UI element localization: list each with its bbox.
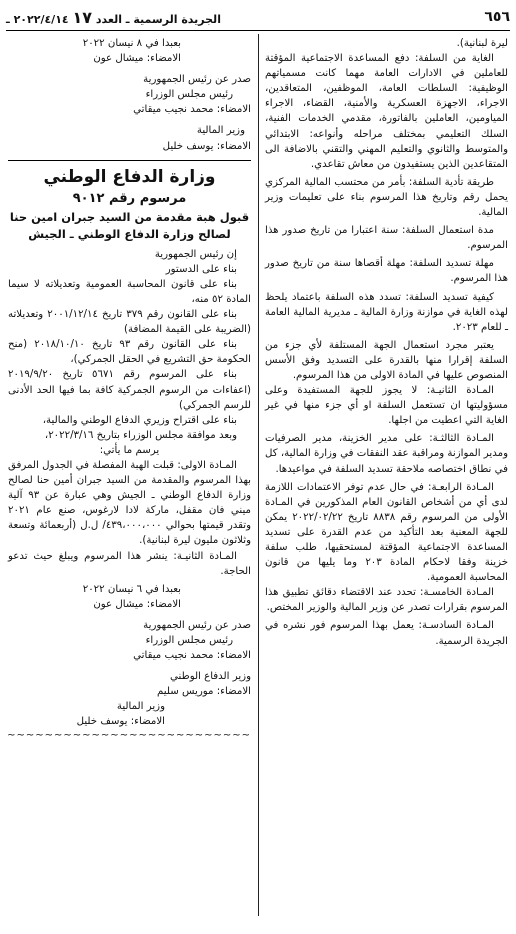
article-2: المـادة الثانيـة: لا يجوز للجهة المستفيدة وعلى مسؤوليتها ان تستعمل السلفة او أي جزء منها في غير الغاية التي اعطيت من اجلها. bbox=[265, 385, 508, 427]
article-2: المـادة الثانيـة: ينشر هذا المرسوم ويبلغ حيث تدعو الحاجة. bbox=[8, 550, 251, 577]
paragraph: مدة استعمال السلفة: سنة اعتبارا من تاريخ صدور هذا المرسوم. bbox=[265, 225, 508, 252]
end-ornament: ~~~~~~~~~~~~~~~~~~~~~~~~~~ bbox=[7, 729, 251, 741]
president-signature: الامضاء: ميشال عون bbox=[93, 598, 181, 610]
fm-signature: الامضاء: يوسف خليل bbox=[162, 140, 251, 152]
pm-signature: الامضاء: محمد نجيب ميقاتي bbox=[133, 650, 251, 662]
gazette-name: الجريدة الرسمية ـ العدد bbox=[95, 12, 221, 26]
column-divider bbox=[258, 34, 259, 916]
article-3: المـادة الثالثـة: على مدير الخزينة، مدير الصرفيات ومدير الموازنة ومراقبة عقد النفقات في وزارة المالية، كل في نطاق اختصاصه ملاحقة تسديد السلفة في مواعيدها. bbox=[265, 433, 508, 475]
president-signature: الامضاء: ميشال عون bbox=[93, 53, 181, 65]
preamble-line: بناء على اقتراح وزيري الدفاع الوطني والمالية، bbox=[42, 414, 237, 426]
left-column bbox=[8, 36, 251, 742]
decree-number: مرسوم رقم ٩٠١٢ bbox=[72, 190, 187, 206]
finance-minister-block bbox=[8, 699, 251, 729]
paragraph: مهلة تسديد السلفة: مهلة أقصاها سنة من تاريخ صدور هذا المرسوم. bbox=[265, 258, 508, 285]
preamble-line: إن رئيس الجمهورية bbox=[154, 248, 237, 260]
paragraph: كيفية تسديد السلفة: تسدد هذه السلفة باعتماد يلحظ لهذه الغاية في موازنة وزارة المالية ـ مديرية المالية العامة ـ للعام ٢٠٢٣. bbox=[265, 291, 508, 333]
ministry-heading: وزارة الدفاع الوطني bbox=[43, 166, 216, 187]
enacting-clause: يرسم ما يأتي: bbox=[99, 444, 160, 456]
issued-by: صدر عن رئيس الجمهورية bbox=[143, 619, 251, 631]
paragraph: طريقة تأدية السلفة: بأمر من محتسب المالية المركزي يحمل رقم وتاريخ هذا المرسوم بناء على تعليمات وزير المالية. bbox=[265, 176, 508, 219]
page-header bbox=[6, 4, 510, 31]
preamble-line: وبعد موافقة مجلس الوزراء بتاريخ ٢٠٢٢/٣/١٦، bbox=[44, 429, 237, 441]
section-rule bbox=[8, 160, 251, 161]
right-column bbox=[265, 36, 508, 649]
paragraph: يعتبر مجرد استعمال الجهة المستلفة لأي جزء من السلفة إقرارا منها بالقدرة على التسديد وفق الأسس المنصوص عليها في المادة الاولى من هذا المرسوم. bbox=[265, 339, 508, 381]
running-head bbox=[6, 8, 221, 27]
dm-title: وزير الدفاع الوطني bbox=[170, 671, 251, 683]
preamble-line: بناء على الدستور bbox=[165, 263, 237, 275]
paragraph: الغاية من السلفة: دفع المساعدة الاجتماعية المؤقتة للعاملين في الادارات العامة مهما كانت مسمياتهم الوظيفية: السلطات العامة، الموظفين، المتعاقدين، الاجراء، الاجهزة العسكرية والأمنية، القضاء، الاجراء المياومين، العاملين بالفاتورة، مقدمي الخدمات الفنية، السلك التعليمي بمختلف مراحله وأنواعه: الابتدائي والمتوسط والثانوي والتعليم المهني والتقني بالاضافة الى المتقاعدين الذين يستفيدون من معاش تقاعدي. bbox=[265, 53, 508, 170]
fm-title: وزير المالية bbox=[196, 125, 245, 137]
decree-title: قبول هبة مقدمة من السيد جبران امين حنا لصالح وزارة الدفاع الوطني ـ الجيش bbox=[9, 209, 250, 241]
fm-signature: الامضاء: يوسف خليل bbox=[76, 716, 165, 728]
date-line: بعبدا في ٦ نيسان ٢٠٢٢ bbox=[82, 583, 181, 595]
article-6: المـادة السادسـة: يعمل بهذا المرسوم فور نشره في الجريدة الرسمية. bbox=[265, 620, 508, 647]
preamble-line: بناء على قانون المحاسبة العمومية وتعديلاته لا سيما المادة ٥٢ منه، bbox=[8, 278, 251, 305]
preamble-line: بناء على القانون رقم ٣٧٩ تاريخ ٢٠٠١/١٢/١٤ وتعديلاته (الضريبة على القيمة المضافة) bbox=[8, 309, 251, 336]
preamble-line: بناء على المرسوم رقم ٥٦٧١ تاريخ ٢٠١٩/٩/٢٠ (اعفاءات من الرسوم الجمركية كافة بما فيها الحد الأدنى للرسم الجمركي) bbox=[8, 369, 251, 411]
pm-title: رئيس مجلس الوزراء bbox=[145, 635, 233, 646]
pm-title: رئيس مجلس الوزراء bbox=[145, 89, 233, 101]
page-number: ٦٥٦ bbox=[484, 9, 510, 25]
issued-by: صدر عن رئيس الجمهورية bbox=[143, 74, 251, 86]
fm-title: وزير المالية bbox=[116, 701, 165, 713]
issue-number: ١٧ bbox=[72, 7, 93, 27]
ministers-signatures bbox=[8, 669, 251, 699]
pm-signature: الامضاء: محمد نجيب ميقاتي bbox=[133, 104, 251, 116]
issue-date: ٢٠٢٢/٤/١٤ ـ bbox=[6, 12, 69, 26]
date-line: بعبدا في ٨ نيسان ٢٠٢٢ bbox=[82, 38, 181, 49]
paragraph: ليرة لبنانية). bbox=[456, 38, 508, 49]
article-4: المـادة الرابعـة: في حال عدم توفر الاعتمادات اللازمة لدى أي من أشخاص القانون العام المذكورين في المـادة الأولى من المرسوم رقم ٨٨٣٨ تاريخ ٢٠٢٢/٠٢/٢٢ يمكن للجهة المعنية بعد التأكيد من عدم القدرة على تسديد المساعدة الاجتماعية المؤقتة لمستحقيها، طلب سلفة خزينة وفقا لاحكام المادة ٢٠٣ وما يليها من قانون المحاسبة العمومية. bbox=[265, 481, 508, 584]
preamble-line: بناء على القانون رقم ٩٣ تاريخ ٢٠١٨/١٠/١٠ (منح الحكومة حق التشريع في الحقل الجمركي)، bbox=[8, 339, 251, 366]
article-5: المـادة الخامسـة: تحدد عند الاقتضاء دقائق تطبيق هذا المرسوم بقرارات تصدر عن وزير المالية والوزير المختص. bbox=[265, 587, 508, 614]
article-1: المـادة الاولى: قبلت الهبة المفصلة في الجدول المرفق بهذا المرسوم والمقدمة من السيد جبران أمين حنا لصالح وزارة الدفاع الوطني ـ الجيش وهي عبارة عن ٩٣ آلية ميني فان مقفل، ماركة لادا لارغوس، صنع عام ٢٠٢١ وتقدر قيمتها بحوالي ٤٣٩،٠٠٠،٠٠٠/ ل.ل (أربعمائة وتسعة وثلاثون مليون ليرة لبنانية). bbox=[8, 459, 251, 547]
dm-signature: الامضاء: موريس سليم bbox=[157, 686, 251, 698]
